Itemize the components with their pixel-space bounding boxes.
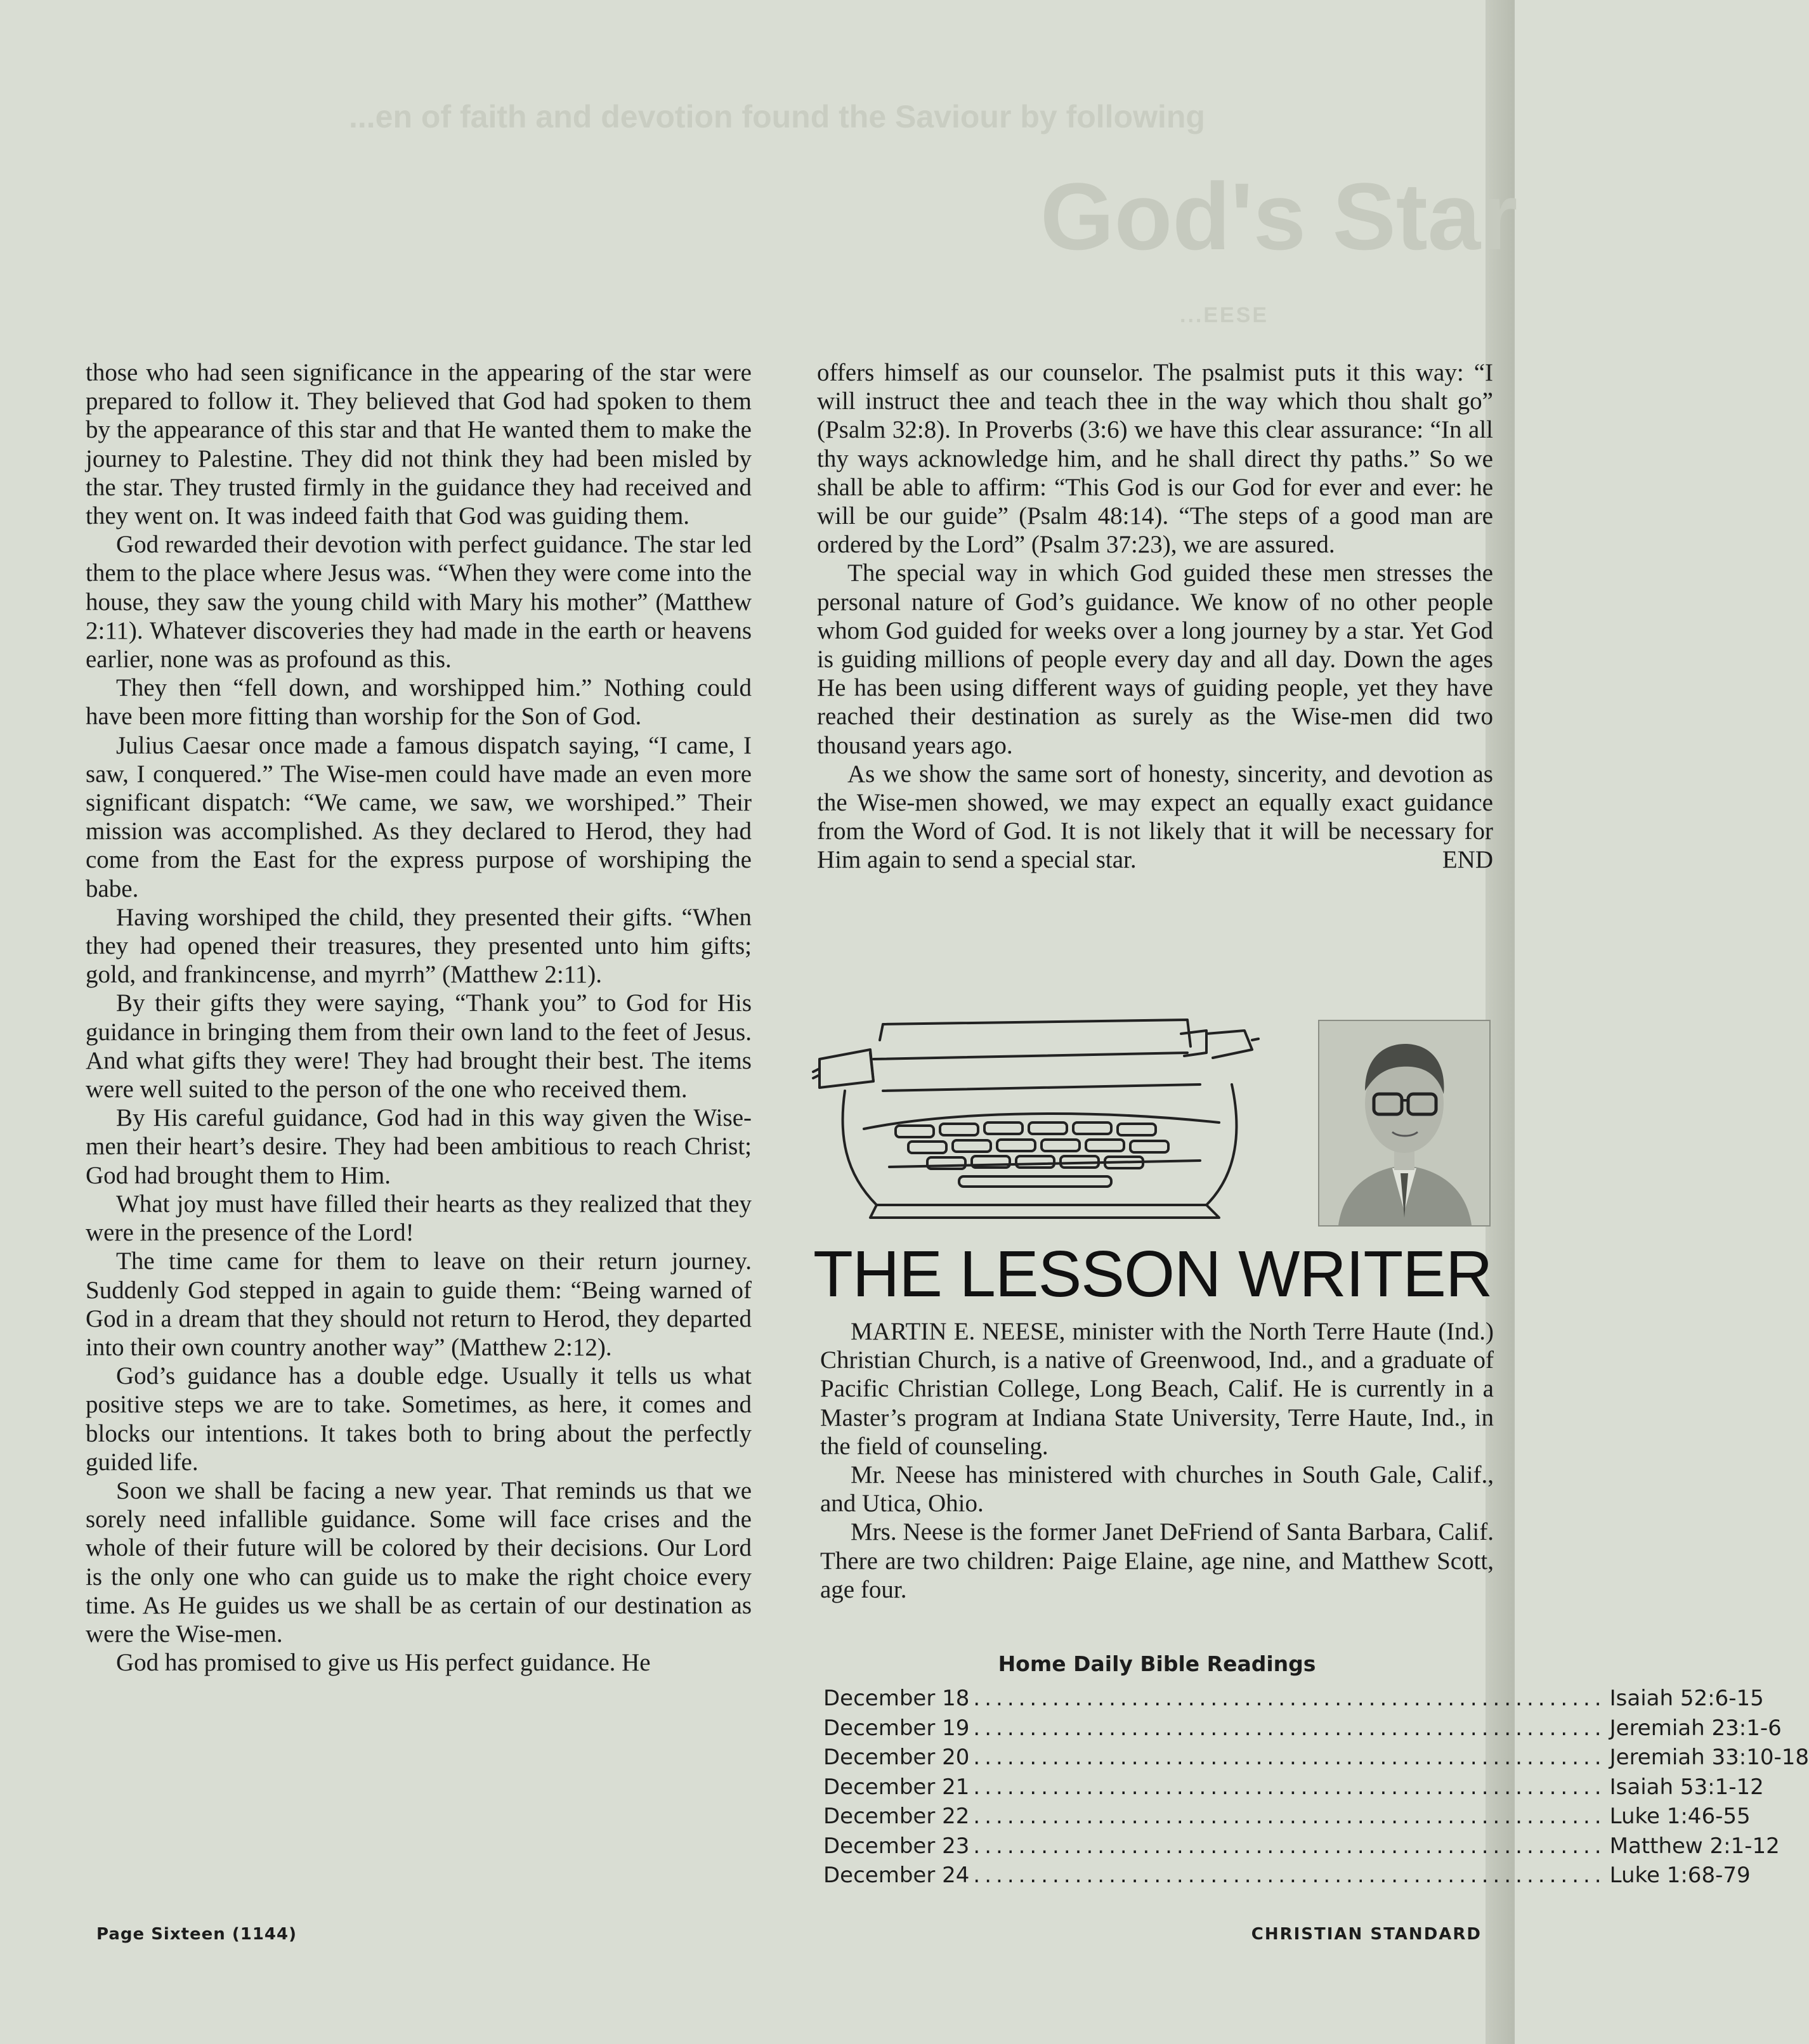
- paragraph: Soon we shall be facing a new year. That reminds us that we sorely need infallible guidance. Some will face crises and the whole of their future will be colored by their decisions. Our Lord is the only one who can guide us to make the right choice every time. As He guides us we shall be as certain of our destination as were the Wise-men.: [86, 1476, 752, 1648]
- publication-name-footer: CHRISTIAN STANDARD: [1251, 1925, 1482, 1944]
- paragraph: Julius Caesar once made a famous dispatch saying, “I came, I saw, I conquered.” The Wise-men could have made an even more significant dispatch: “We came, we saw, we worshiped.” Their mission was accomplished. As they declared to Herod, they had come from the East for the express purpose of worshiping the babe.: [86, 731, 752, 902]
- readings-title: Home Daily Bible Readings: [998, 1651, 1316, 1676]
- reading-row: [823, 1774, 1764, 1804]
- paragraph: What joy must have filled their hearts as they realized that they were in the presence of the Lord!: [86, 1190, 752, 1247]
- leader-dots: ........................................................: [973, 1804, 1606, 1829]
- ghost-title: God's Star: [1040, 163, 1518, 270]
- reading-day: December 24: [823, 1863, 970, 1888]
- paragraph: offers himself as our counselor. The psalmist puts it this way: “I will instruct thee and teach thee in the way which thou shalt go” (Psalm 32:8). In Proverbs (3:6) we have this clear assurance: “In all thy ways acknowledge him, and he shall direct thy paths.” So we shall be able to affirm: “This God is our God for ever and ever: he will be our guide” (Psalm 48:14). “The steps of a good man are ordered by the Lord” (Psalm 37:23), we are assured.: [817, 359, 1493, 559]
- reading-day: December 21: [823, 1774, 970, 1800]
- bio-paragraph: MARTIN E. NEESE, minister with the North Terre Haute (Ind.) Christian Church, is a native of Greenwood, Ind., and a graduate of Pacific Christian College, Long Beach, Calif. He is currently in a Master’s program at Indiana State University, Terre Haute, Ind., in the field of counseling.: [820, 1318, 1494, 1460]
- author-portrait-photo: [1318, 1020, 1491, 1227]
- paragraph: God’s guidance has a double edge. Usually it tells us what positive steps we are to take. Sometimes, as here, it comes and blocks our intentions. It takes both to bring about the perfectly guided life.: [86, 1362, 752, 1476]
- reading-row: [823, 1745, 1809, 1774]
- reading-row: [823, 1863, 1751, 1892]
- lesson-writer-heading: THE LESSON WRITER: [813, 1237, 1492, 1310]
- paragraph-final: [817, 760, 1493, 875]
- reading-day: December 23: [823, 1833, 970, 1859]
- leader-dots: ........................................................: [973, 1715, 1606, 1741]
- ghost-subtitle: ...en of faith and devotion found the Saviour by following: [349, 99, 1205, 134]
- paragraph: They then “fell down, and worshipped him.” Nothing could have been more fitting than worship for the Son of God.: [86, 674, 752, 731]
- reading-row: [823, 1715, 1782, 1745]
- bio-paragraph: Mr. Neese has ministered with churches in South Gale, Calif., and Utica, Ohio.: [820, 1461, 1494, 1518]
- paragraph: God has promised to give us His perfect guidance. He: [116, 1649, 651, 1677]
- reading-ref: Jeremiah 23:1-6: [1609, 1715, 1782, 1741]
- reading-ref: Luke 1:68-79: [1609, 1863, 1751, 1888]
- leader-dots: ........................................................: [973, 1774, 1606, 1800]
- end-mark: END: [1442, 846, 1493, 874]
- reading-day: December 22: [823, 1804, 970, 1829]
- reading-ref: Isaiah 53:1-12: [1609, 1774, 1764, 1800]
- left-column: [86, 358, 752, 1677]
- lesson-writer-bio: [820, 1317, 1494, 1604]
- leader-dots: ........................................................: [973, 1686, 1606, 1711]
- reading-row: [823, 1833, 1780, 1863]
- leader-dots: ........................................................: [973, 1863, 1606, 1888]
- leader-dots: ........................................................: [973, 1833, 1606, 1859]
- leader-dots: ........................................................: [973, 1745, 1606, 1770]
- ghost-byline: ...EESE: [1180, 303, 1269, 327]
- paragraph-text: As we show the same sort of honesty, sincerity, and devotion as the Wise-men showed, we may expect an equally exact guidance from the Word of God. It is not likely that it will be necessary for Him again to send a special star.: [817, 760, 1493, 874]
- reading-ref: Luke 1:46-55: [1609, 1804, 1751, 1829]
- readings-list: [823, 1686, 1809, 1892]
- reading-row: [823, 1804, 1751, 1833]
- reading-day: December 20: [823, 1745, 970, 1770]
- paragraph: The special way in which God guided these men stresses the personal nature of God’s guidance. We know of no other people whom God guided for weeks over a long journey by a star. Yet God is guiding millions of people every day and all day. Down the ages He has been using different ways of guiding people, yet they have reached their destination as surely as the Wise-men did two thousand years ago.: [817, 559, 1493, 759]
- paragraph: those who had seen significance in the appearing of the star were prepared to follow it. They believed that God had spoken to them by the appearance of this star and that He wanted them to make the journey to Palestine. They did not think they had been misled by the star. They trusted firmly in the guidance they had received and they went on. It was indeed faith that God was guiding them.: [86, 359, 752, 530]
- reading-ref: Matthew 2:1-12: [1609, 1833, 1780, 1859]
- paragraph: By their gifts they were saying, “Thank you” to God for His guidance in bringing them from their own land to the feet of Jesus. And what gifts they were! They had brought their best. The items were well suited to the person of the one who received them.: [86, 989, 752, 1103]
- reading-day: December 18: [823, 1686, 970, 1711]
- paragraph: The time came for them to leave on their return journey. Suddenly God stepped in again to guide them: “Being warned of God in a dream that they should not return to Herod, they departed into their own country another way” (Matthew 2:12).: [86, 1247, 752, 1361]
- reading-row: [823, 1686, 1764, 1715]
- right-column: [817, 358, 1493, 875]
- typewriter-sketch: [800, 1015, 1308, 1230]
- bio-paragraph: Mrs. Neese is the former Janet DeFriend of Santa Barbara, Calif. There are two children: Paige Elaine, age nine, and Matthew Scott, age four.: [820, 1518, 1494, 1603]
- reading-ref: Isaiah 52:6-15: [1609, 1686, 1764, 1711]
- page-number-footer: Page Sixteen (1144): [96, 1925, 297, 1944]
- paragraph: Having worshiped the child, they presented their gifts. “When they had opened their treasures, they presented unto him gifts; gold, and frankincense, and myrrh” (Matthew 2:11).: [86, 903, 752, 989]
- paragraph: By His careful guidance, God had in this way given the Wise-men their heart’s desire. They had been ambitious to reach Christ; God had brought them to Him.: [86, 1104, 752, 1189]
- reading-ref: Jeremiah 33:10-18: [1609, 1745, 1809, 1770]
- paragraph: God rewarded their devotion with perfect guidance. The star led them to the place where Jesus was. “When they were come into the house, they saw the young child with Mary his mother” (Matthew 2:11). Whatever discoveries they had made in the earth or heavens earlier, none was as profound as this.: [86, 531, 752, 674]
- reading-day: December 19: [823, 1715, 970, 1741]
